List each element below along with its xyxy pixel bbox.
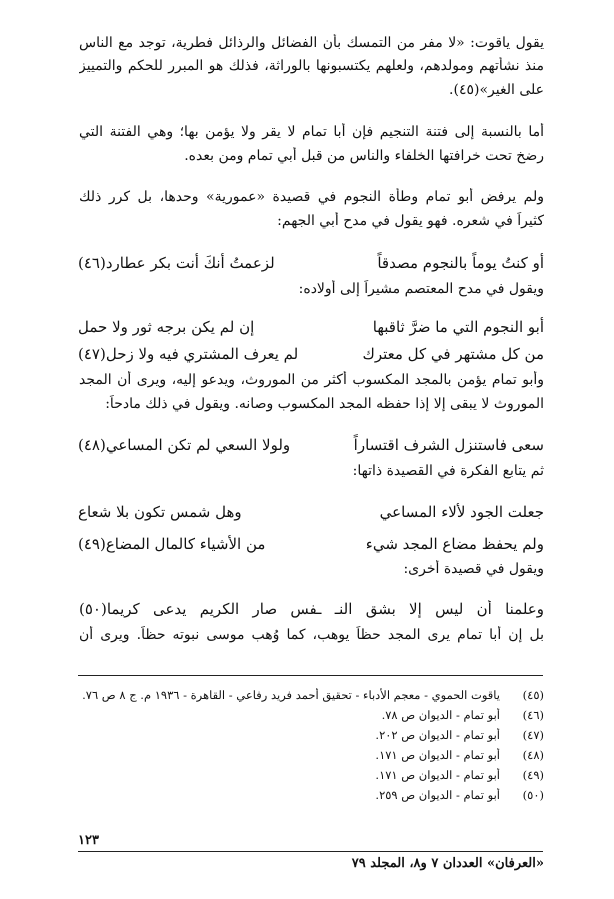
footnote-number: (٤٨) bbox=[522, 748, 544, 762]
verse-second-hemistich: ولولا السعي لم تكن المساعي(٤٨) bbox=[78, 436, 291, 454]
footnote bbox=[74, 688, 544, 702]
footnote-text: أبو تمام - الديوان ص ٧٨. bbox=[381, 708, 500, 722]
footnote-text: أبو تمام - الديوان ص ٢٠٢. bbox=[375, 728, 500, 742]
body-line: يقول ياقوت: «لا مفر من التمسك بأن الفضائل والرذائل فطرية، توجد مع الناس bbox=[79, 35, 544, 51]
verse-second-hemistich: وهل شمس تكون بلا شعاع bbox=[78, 503, 242, 521]
verse-second-hemistich: لم يعرف المشتري فيه ولا زحل(٤٧) bbox=[78, 345, 299, 363]
verse-first-hemistich: من كل مشتهر في كل معترك bbox=[362, 345, 544, 363]
verse-first-hemistich: جعلت الجود لألاء المساعي bbox=[379, 503, 544, 521]
verse-full-line: وعلمنا أن ليس إلا بشق النـ ـفس صار الكريم يدعى كريما(٥٠) bbox=[79, 600, 544, 618]
body-line: أما بالنسبة إلى فتنة التنجيم فإن أبا تمام لا يقر ولا يؤمن بها؛ وهي الفتنة التي bbox=[79, 124, 544, 140]
body-line: منذ نشأتهم ومولدهم، ولعلهم يكتسبونها بالوراثة، فذلك هو المبرر للحكم والتمييز bbox=[79, 58, 544, 74]
footnote-text: ياقوت الحموي - معجم الأدباء - تحقيق أحمد فريد رفاعي - القاهرة - ١٩٣٦ م. ج ٨ ص ٧٦. bbox=[82, 688, 500, 702]
verse-intro: ثم يتابع الفكرة في القصيدة ذاتها: bbox=[352, 463, 544, 479]
body-line: وأبو تمام يؤمن بالمجد المكسوب أكثر من الموروث، ويدعو إليه، ويرى أن المجد bbox=[79, 372, 544, 388]
verse-intro: ويقول في قصيدة أخرى: bbox=[403, 561, 544, 577]
footnote bbox=[74, 708, 544, 722]
verse-second-hemistich: من الأشياء كالمال المضاع(٤٩) bbox=[78, 535, 266, 553]
footnote-text: أبو تمام - الديوان ص ١٧١. bbox=[375, 748, 500, 762]
verse-second-hemistich: لزعمتُ أنكَ أنت بكر عطارد(٤٦) bbox=[78, 254, 275, 272]
footnote-text: أبو تمام - الديوان ص ٢٥٩. bbox=[375, 788, 500, 802]
body-line: كثيراً في شعره. فهو يقول في مدح أبي الجهم: bbox=[277, 213, 544, 229]
body-line: بل إن أبا تمام يرى المجد حظاً يوهب، كما وُهب موسى نبوته حظاً. ويرى أن bbox=[79, 627, 544, 643]
journal-info: «العرفان» العددان ٧ و٨، المجلد ٧٩ bbox=[351, 856, 544, 871]
verse-first-hemistich: أبو النجوم التي ما ضرَّ ثاقبها bbox=[372, 318, 544, 336]
verse-first-hemistich: أو كنتُ يوماً بالنجوم مصدقاً bbox=[377, 254, 544, 272]
footnote bbox=[74, 768, 544, 782]
verse-first-hemistich: سعى فاستنزل الشرف اقتساراً bbox=[353, 436, 544, 454]
footnote bbox=[74, 728, 544, 742]
verse-intro: ويقول في مدح المعتصم مشيراً إلى أولاده: bbox=[298, 281, 544, 297]
footer-rule bbox=[78, 851, 543, 852]
footnote-number: (٤٥) bbox=[522, 688, 544, 702]
body-line: الموروث لا يبقى إلا إذا حفظه المجد المكسوب وصانه. ويقول في ذلك مادحاً: bbox=[105, 396, 544, 412]
body-line: على الغير»(٤٥). bbox=[449, 82, 544, 98]
footnote-number: (٤٧) bbox=[522, 728, 544, 742]
page-number: ١٢٣ bbox=[78, 833, 99, 848]
footnote-text: أبو تمام - الديوان ص ١٧١. bbox=[375, 768, 500, 782]
footnote bbox=[74, 788, 544, 802]
verse-first-hemistich: ولم يحفظ مضاع المجد شيء bbox=[365, 535, 544, 553]
footnote-number: (٤٩) bbox=[522, 768, 544, 782]
verse-second-hemistich: إن لم يكن برجه ثور ولا حمل bbox=[78, 318, 255, 336]
footnote-separator bbox=[78, 675, 543, 676]
footnote bbox=[74, 748, 544, 762]
footnote-number: (٥٠) bbox=[522, 788, 544, 802]
body-line: رضخ تحت خرافتها الخلفاء والناس من قبل أبي تمام ومن بعده. bbox=[184, 148, 544, 164]
footnote-number: (٤٦) bbox=[522, 708, 544, 722]
body-line: ولم يرفض أبو تمام وطأة النجوم في قصيدة «عمورية» وحدها، بل كرر ذلك bbox=[79, 189, 544, 205]
